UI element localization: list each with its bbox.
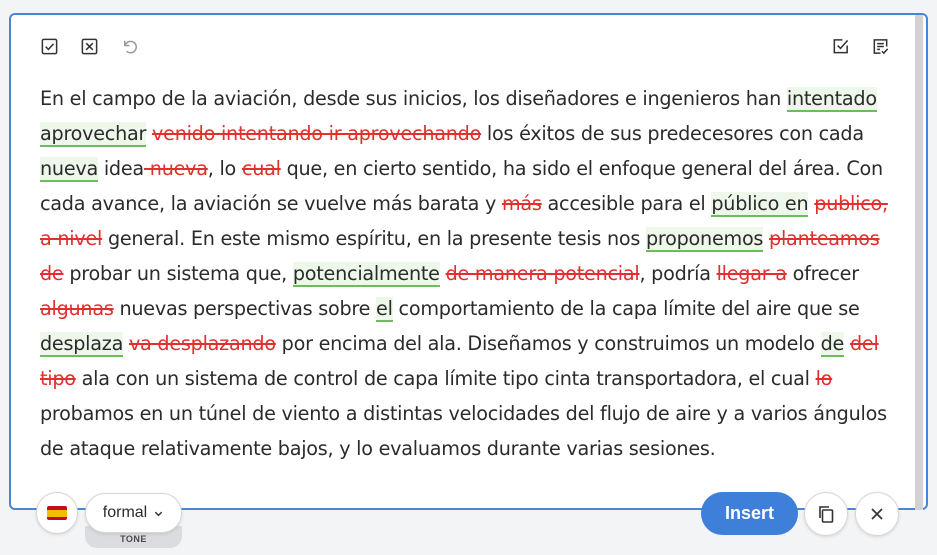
deleted-text[interactable]: lo <box>815 367 833 390</box>
rewritten-text[interactable] <box>40 81 898 466</box>
language-button[interactable] <box>36 492 78 534</box>
text-segment: nuevas perspectivas sobre <box>113 297 377 320</box>
spain-flag-icon <box>47 506 67 520</box>
text-segment: por encima del ala. Diseñamos y construimos un modelo <box>275 332 821 355</box>
insert-button[interactable]: Insert <box>701 492 798 535</box>
text-segment: accesible para el <box>541 192 712 215</box>
inserted-text[interactable]: el <box>376 297 393 320</box>
text-segment: idea <box>98 157 144 180</box>
text-segment: comportamiento de la capa límite del aire que se <box>392 297 860 320</box>
document-check-icon <box>871 37 890 56</box>
accept-all-icon <box>40 37 59 56</box>
copy-button[interactable] <box>804 492 848 536</box>
inserted-text[interactable]: potencialmente <box>292 262 440 285</box>
inserted-text[interactable]: público en <box>711 192 809 215</box>
undo-icon <box>120 37 139 56</box>
close-icon <box>869 506 885 522</box>
text-segment: ofrecer <box>786 262 859 285</box>
close-button[interactable] <box>855 492 899 536</box>
deleted-text[interactable]: planteamos de <box>40 227 880 285</box>
scrollbar-thumb[interactable] <box>915 15 923 510</box>
deleted-text[interactable]: venido intentando ir aprovechando <box>152 122 482 145</box>
deleted-text[interactable]: publico, a nivel <box>40 192 888 250</box>
reject-all-button[interactable] <box>76 33 102 59</box>
review-button[interactable] <box>827 33 853 59</box>
inserted-text[interactable]: intentado aprovechar <box>40 87 877 145</box>
review-check-icon <box>831 37 850 56</box>
text-segment: , lo <box>207 157 242 180</box>
inserted-text[interactable]: de <box>820 332 845 355</box>
deleted-text[interactable]: algunas <box>40 297 114 320</box>
deleted-text[interactable]: llegar a <box>716 262 787 285</box>
deleted-text[interactable]: nueva <box>143 157 208 180</box>
text-segment: general. En este mismo espíritu, en la presente tesis nos <box>102 227 646 250</box>
text-segment: probamos en un túnel de viento a distintas velocidades del flujo de aire y a varios ángulos de ataque relativamente bajos, y lo evaluamos durante varias sesiones. <box>40 402 887 460</box>
deleted-text[interactable]: va desplazando <box>128 332 276 355</box>
document-review-button[interactable] <box>867 33 893 59</box>
text-segment: En el campo de la aviación, desde sus inicios, los diseñadores e ingenieros han <box>40 87 787 110</box>
text-segment: ala con un sistema de control de capa límite tipo cinta transportadora, el cual <box>75 367 816 390</box>
tone-dropdown[interactable] <box>85 493 182 533</box>
inserted-text[interactable]: nueva <box>40 157 98 180</box>
text-segment: que, en cierto sentido, ha sido el enfoque general del área. Con cada avance, la aviación se vuelve más barata y <box>40 157 883 215</box>
text-segment: los éxitos de sus predecesores con cada <box>481 122 864 145</box>
inserted-text[interactable]: proponemos <box>645 227 764 250</box>
deleted-text[interactable]: de manera potencial <box>445 262 640 285</box>
deleted-text[interactable]: del tipo <box>40 332 879 390</box>
deleted-text[interactable]: más <box>501 192 542 215</box>
text-segment: probar un sistema que, <box>63 262 293 285</box>
deleted-text[interactable]: cual <box>241 157 281 180</box>
tone-label: TONE <box>85 526 182 548</box>
chevron-down-icon <box>153 508 164 519</box>
text-segment: , podría <box>639 262 717 285</box>
inserted-text[interactable]: desplaza <box>40 332 124 355</box>
reject-all-icon <box>80 37 99 56</box>
rewrite-panel <box>9 13 928 510</box>
tone-value: formal <box>102 504 148 521</box>
undo-button[interactable] <box>116 33 142 59</box>
copy-icon <box>816 504 836 524</box>
accept-all-button[interactable] <box>36 33 62 59</box>
